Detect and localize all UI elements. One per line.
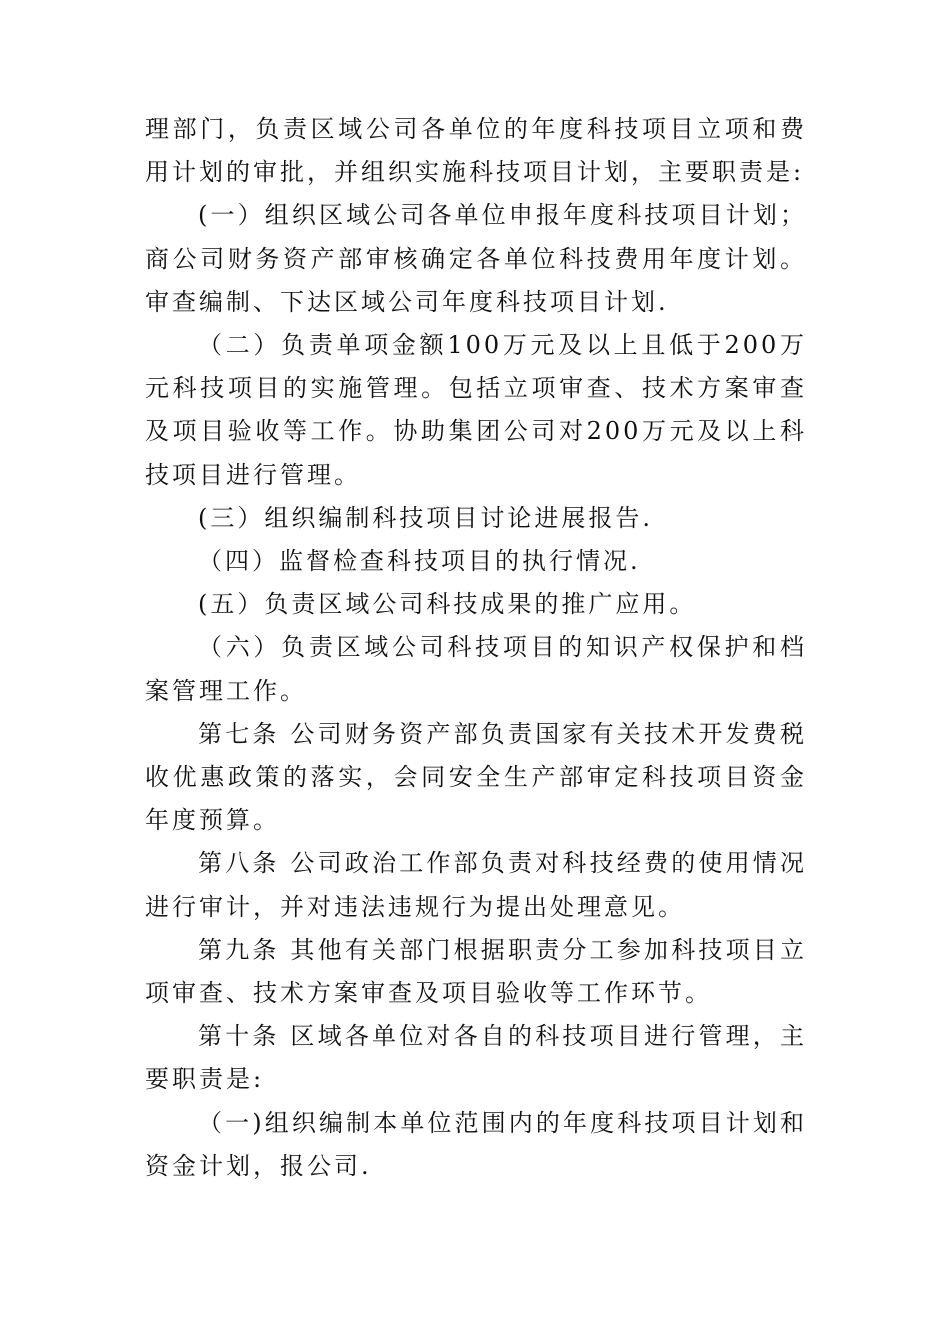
- paragraph-item-2: （二）负责单项金额100万元及以上且低于200万元科技项目的实施管理。包括立项审查、技术方案审查及项目验收等工作。协助集团公司对200万元及以上科技项目进行管理。: [145, 331, 807, 489]
- document-body: [145, 108, 807, 1188]
- paragraph-article-10: 第十条 区域各单位对各自的科技项目进行管理，主要职责是:: [145, 1022, 807, 1094]
- paragraph-article-9: 第九条 其他有关部门根据职责分工参加科技项目立项审查、技术方案审查及项目验收等工作环节。: [145, 935, 807, 1008]
- paragraph-item-5: (五）负责区域公司科技成果的推广应用。: [198, 590, 697, 619]
- paragraph-article-7: 第七条 公司财务资产部负责国家有关技术开发费税收优惠政策的落实，会同安全生产部审定科技项目资金年度预算。: [145, 719, 807, 835]
- paragraph-item-4: （四）监督检查科技项目的执行情况.: [198, 547, 641, 576]
- paragraph-item-6: （六）负责区域公司科技项目的知识产权保护和档案管理工作。: [145, 633, 807, 705]
- paragraph-duties-intro: 理部门，负责区域公司各单位的年度科技项目立项和费用计划的审批，并组织实施科技项目计划，主要职责是:: [145, 115, 807, 187]
- paragraph-item-3: (三）组织编制科技项目讨论进展报告.: [198, 503, 653, 532]
- paragraph-item-1: (一）组织区域公司各单位申报年度科技项目计划；商公司财务资产部审核确定各单位科技费用年度计划。审查编制、下达区域公司年度科技项目计划.: [145, 201, 807, 316]
- paragraph-article-10-item-1: （一)组织编制本单位范围内的年度科技项目计划和资金计划，报公司.: [145, 1108, 807, 1180]
- paragraph-article-8: 第八条 公司政治工作部负责对科技经费的使用情况进行审计，并对违法违规行为提出处理意见。: [145, 849, 807, 921]
